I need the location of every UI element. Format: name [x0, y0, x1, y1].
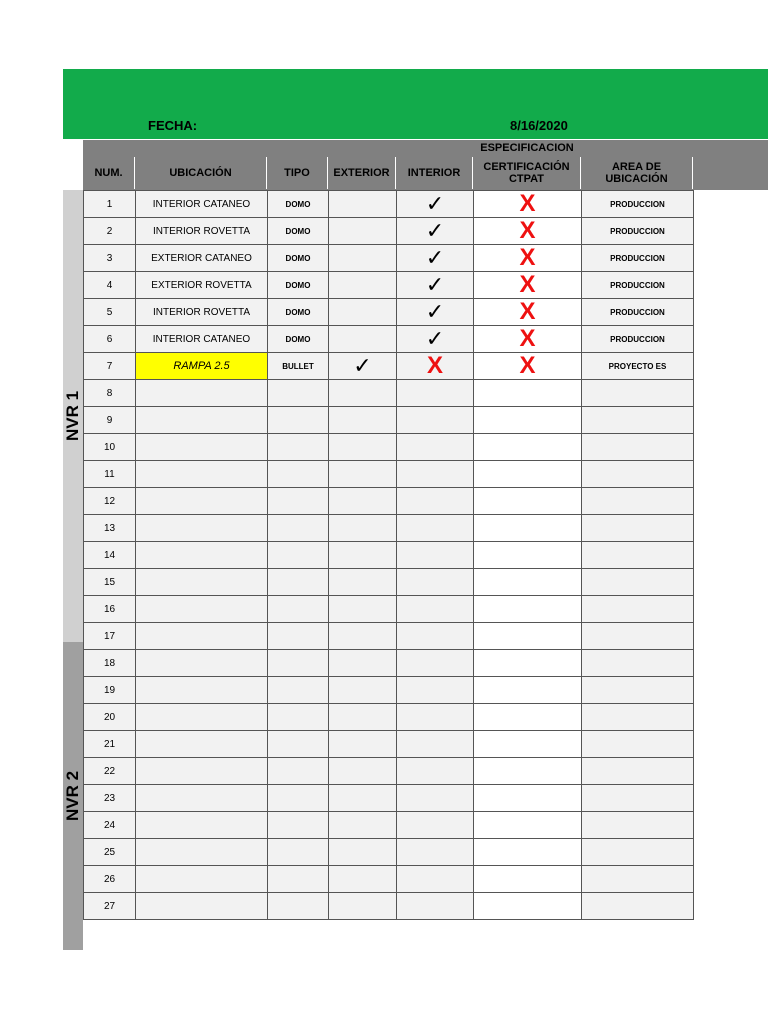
header-interior: INTERIOR	[396, 157, 473, 189]
group-nvr1	[63, 190, 83, 642]
cell-tipo[interactable]	[268, 218, 329, 245]
cell-num-text: 19	[103, 684, 116, 696]
cell-interior[interactable]	[397, 353, 474, 380]
header-certificacion-ctpat	[473, 157, 581, 189]
cell-ubicacion[interactable]	[136, 623, 268, 650]
cell-interior[interactable]	[397, 623, 474, 650]
cell-interior[interactable]	[397, 866, 474, 893]
check-icon: ✓	[425, 272, 445, 297]
cell-num[interactable]	[84, 812, 136, 839]
cell-exterior[interactable]	[329, 407, 397, 434]
table-row	[84, 569, 694, 596]
cell-area[interactable]	[582, 704, 694, 731]
cell-num-text: 7	[106, 360, 113, 372]
cell-ubicacion[interactable]	[136, 542, 268, 569]
table-row	[84, 218, 694, 245]
cell-num[interactable]	[84, 866, 136, 893]
cell-exterior[interactable]	[329, 704, 397, 731]
cell-certificacion-ctpat[interactable]	[474, 434, 582, 461]
cell-tipo[interactable]	[268, 272, 329, 299]
table-row	[84, 326, 694, 353]
cell-num-text: 12	[103, 495, 116, 507]
cell-num[interactable]	[84, 569, 136, 596]
cell-area[interactable]	[582, 569, 694, 596]
cell-num-text: 10	[103, 441, 116, 453]
cell-num[interactable]	[84, 758, 136, 785]
cell-tipo[interactable]	[268, 812, 329, 839]
cell-num[interactable]	[84, 272, 136, 299]
cell-interior[interactable]	[397, 731, 474, 758]
cell-certificacion-ctpat[interactable]	[474, 542, 582, 569]
cell-area[interactable]	[582, 812, 694, 839]
cell-tipo-text: DOMO	[285, 307, 311, 317]
header-area-line2: UBICACIÓN	[605, 173, 668, 185]
cell-ubicacion[interactable]	[136, 866, 268, 893]
cell-tipo[interactable]	[268, 704, 329, 731]
cell-area[interactable]	[582, 407, 694, 434]
cell-area-text: PRODUCCION	[610, 307, 665, 317]
cell-ubicacion-text: RAMPA 2.5	[173, 360, 230, 372]
cell-interior[interactable]	[397, 569, 474, 596]
cell-num[interactable]	[84, 542, 136, 569]
cell-area[interactable]	[582, 839, 694, 866]
cell-interior[interactable]	[397, 488, 474, 515]
cell-num-text: 9	[106, 414, 113, 426]
cell-tipo-text: BULLET	[282, 361, 314, 371]
cell-num[interactable]	[84, 461, 136, 488]
table-row	[84, 623, 694, 650]
cell-certificacion-ctpat[interactable]	[474, 893, 582, 920]
header-num: NUM.	[83, 157, 135, 189]
cell-num-text: 11	[104, 468, 115, 480]
cell-interior[interactable]	[397, 191, 474, 218]
cell-exterior[interactable]	[329, 839, 397, 866]
header-tipo: TIPO	[267, 157, 328, 189]
cell-area[interactable]	[582, 758, 694, 785]
cell-interior[interactable]	[397, 596, 474, 623]
cell-tipo[interactable]	[268, 488, 329, 515]
cell-tipo[interactable]	[268, 893, 329, 920]
cell-num[interactable]	[84, 353, 136, 380]
cell-tipo[interactable]	[268, 866, 329, 893]
x-mark-icon: X	[519, 190, 536, 217]
cell-exterior[interactable]	[329, 272, 397, 299]
cell-area[interactable]	[582, 893, 694, 920]
cell-tipo[interactable]	[268, 434, 329, 461]
cell-num-text: 23	[103, 792, 116, 804]
cell-num-text: 20	[103, 711, 116, 723]
cell-exterior[interactable]	[329, 596, 397, 623]
cell-ubicacion-text: INTERIOR ROVETTA	[152, 306, 251, 318]
table-row	[84, 191, 694, 218]
cell-num[interactable]	[84, 191, 136, 218]
cell-tipo[interactable]	[268, 515, 329, 542]
cell-area[interactable]	[582, 650, 694, 677]
cell-area[interactable]	[582, 488, 694, 515]
cell-tipo[interactable]	[268, 542, 329, 569]
cell-exterior[interactable]	[329, 434, 397, 461]
table-row	[84, 515, 694, 542]
cell-num-text: 3	[106, 252, 113, 264]
cell-tipo-text: DOMO	[285, 226, 311, 236]
cell-certificacion-ctpat[interactable]	[474, 812, 582, 839]
cell-area[interactable]	[582, 461, 694, 488]
cell-exterior[interactable]	[329, 569, 397, 596]
cell-ubicacion[interactable]	[136, 677, 268, 704]
cell-num-text: 8	[106, 387, 113, 399]
cell-interior[interactable]	[397, 839, 474, 866]
table-row	[84, 245, 694, 272]
cell-ubicacion-text: INTERIOR CATANEO	[152, 198, 251, 210]
cell-certificacion-ctpat[interactable]	[474, 218, 582, 245]
header-cert-line2: CTPAT	[508, 173, 545, 185]
x-mark-icon: X	[519, 325, 536, 352]
cell-interior[interactable]	[397, 407, 474, 434]
cell-area[interactable]	[582, 596, 694, 623]
cell-num[interactable]	[84, 623, 136, 650]
x-mark-icon: X	[519, 217, 536, 244]
cell-num[interactable]	[84, 785, 136, 812]
cell-ubicacion-text: INTERIOR CATANEO	[152, 333, 251, 345]
cell-exterior[interactable]	[329, 488, 397, 515]
fecha-value[interactable]: 8/16/2020	[510, 118, 568, 133]
cell-num[interactable]	[84, 677, 136, 704]
header-ubicacion: UBICACIÓN	[135, 157, 267, 189]
cell-ubicacion[interactable]	[136, 569, 268, 596]
table-row	[84, 758, 694, 785]
cell-exterior[interactable]	[329, 515, 397, 542]
cell-interior[interactable]	[397, 218, 474, 245]
table-row	[84, 353, 694, 380]
cell-num[interactable]	[84, 704, 136, 731]
cell-interior[interactable]	[397, 677, 474, 704]
cell-exterior[interactable]	[329, 731, 397, 758]
cell-exterior[interactable]	[329, 650, 397, 677]
cell-certificacion-ctpat[interactable]	[474, 731, 582, 758]
table-row	[84, 731, 694, 758]
cell-ubicacion[interactable]	[136, 812, 268, 839]
cell-ubicacion[interactable]	[136, 704, 268, 731]
cell-num[interactable]	[84, 650, 136, 677]
cell-area[interactable]	[582, 353, 694, 380]
cell-interior[interactable]	[397, 542, 474, 569]
cell-num[interactable]	[84, 488, 136, 515]
cell-num[interactable]	[84, 380, 136, 407]
cell-area[interactable]	[582, 191, 694, 218]
cell-tipo[interactable]	[268, 785, 329, 812]
cell-tipo[interactable]	[268, 380, 329, 407]
table-row	[84, 488, 694, 515]
cell-ubicacion[interactable]	[136, 515, 268, 542]
cell-area[interactable]	[582, 515, 694, 542]
cell-ubicacion[interactable]	[136, 731, 268, 758]
cell-tipo-text: DOMO	[285, 280, 311, 290]
cell-ubicacion-text: EXTERIOR CATANEO	[151, 252, 252, 264]
cell-exterior[interactable]	[329, 218, 397, 245]
cell-area[interactable]	[582, 434, 694, 461]
cell-exterior[interactable]	[329, 893, 397, 920]
cell-ubicacion[interactable]	[136, 218, 268, 245]
nvr1-label: NVR 1	[63, 390, 82, 442]
cell-ubicacion[interactable]	[136, 596, 268, 623]
cell-interior[interactable]	[397, 461, 474, 488]
table-row	[84, 866, 694, 893]
cell-area[interactable]	[582, 245, 694, 272]
cell-ubicacion[interactable]	[136, 434, 268, 461]
cell-num-text: 14	[103, 549, 116, 561]
cell-certificacion-ctpat[interactable]	[474, 839, 582, 866]
cell-tipo-text: DOMO	[285, 253, 311, 263]
cell-num[interactable]	[84, 893, 136, 920]
check-icon: ✓	[425, 218, 445, 243]
check-icon: ✓	[353, 353, 372, 378]
cell-certificacion-ctpat[interactable]	[474, 353, 582, 380]
cell-ubicacion[interactable]	[136, 785, 268, 812]
group-nvr2	[63, 642, 83, 950]
cell-tipo[interactable]	[268, 299, 329, 326]
cell-num[interactable]	[84, 407, 136, 434]
cell-tipo[interactable]	[268, 461, 329, 488]
cell-interior[interactable]	[397, 299, 474, 326]
header-exterior: EXTERIOR	[328, 157, 396, 189]
cell-num[interactable]	[84, 326, 136, 353]
table-row	[84, 299, 694, 326]
cell-tipo[interactable]	[268, 650, 329, 677]
cell-exterior[interactable]	[329, 299, 397, 326]
cell-interior[interactable]	[397, 785, 474, 812]
cell-exterior[interactable]	[329, 758, 397, 785]
table-row	[84, 650, 694, 677]
table-row	[84, 893, 694, 920]
cell-tipo[interactable]	[268, 596, 329, 623]
especificacion-label: ESPECIFICACION	[480, 142, 574, 154]
table-row	[84, 461, 694, 488]
cell-num-text: 27	[103, 900, 116, 912]
cell-tipo[interactable]	[268, 731, 329, 758]
cell-num-text: 25	[103, 846, 116, 858]
cell-tipo-text: DOMO	[285, 199, 311, 209]
cell-exterior[interactable]	[329, 326, 397, 353]
cell-certificacion-ctpat[interactable]	[474, 299, 582, 326]
x-mark-icon: X	[519, 244, 536, 271]
cell-certificacion-ctpat[interactable]	[474, 245, 582, 272]
cell-area[interactable]	[582, 380, 694, 407]
cell-tipo[interactable]	[268, 353, 329, 380]
cell-ubicacion-text: INTERIOR ROVETTA	[152, 225, 251, 237]
cell-interior[interactable]	[397, 434, 474, 461]
table-row	[84, 704, 694, 731]
x-mark-icon: X	[519, 352, 536, 379]
cell-ubicacion[interactable]	[136, 245, 268, 272]
cell-interior[interactable]	[397, 272, 474, 299]
table-row	[84, 542, 694, 569]
cell-ubicacion[interactable]	[136, 461, 268, 488]
cell-certificacion-ctpat[interactable]	[474, 326, 582, 353]
cell-interior[interactable]	[397, 515, 474, 542]
cell-area[interactable]	[582, 272, 694, 299]
cell-ubicacion-text: EXTERIOR ROVETTA	[151, 279, 252, 291]
fecha-label: FECHA:	[148, 118, 198, 133]
cell-interior[interactable]	[397, 893, 474, 920]
cell-area-text: PRODUCCION	[610, 280, 665, 290]
cell-certificacion-ctpat[interactable]	[474, 785, 582, 812]
x-mark-icon: X	[519, 271, 536, 298]
cell-area[interactable]	[582, 542, 694, 569]
cell-interior[interactable]	[397, 245, 474, 272]
table-row	[84, 677, 694, 704]
cell-certificacion-ctpat[interactable]	[474, 272, 582, 299]
cell-num-text: 24	[103, 819, 116, 831]
header-area-line1: AREA DE	[611, 161, 662, 173]
cell-certificacion-ctpat[interactable]	[474, 380, 582, 407]
cell-ubicacion[interactable]	[136, 650, 268, 677]
cell-area-text: PROYECTO ES	[608, 361, 667, 371]
cell-certificacion-ctpat[interactable]	[474, 596, 582, 623]
cell-area-text: PRODUCCION	[610, 334, 665, 344]
cell-interior[interactable]	[397, 704, 474, 731]
cell-num-text: 17	[103, 630, 116, 642]
cell-exterior[interactable]	[329, 866, 397, 893]
cell-num-text: 26	[103, 873, 116, 885]
cell-exterior[interactable]	[329, 353, 397, 380]
cell-exterior[interactable]	[329, 542, 397, 569]
table-row	[84, 596, 694, 623]
cell-interior[interactable]	[397, 758, 474, 785]
cell-num[interactable]	[84, 299, 136, 326]
cell-certificacion-ctpat[interactable]	[474, 704, 582, 731]
camera-table	[83, 190, 694, 920]
table-row	[84, 434, 694, 461]
cell-num[interactable]	[84, 515, 136, 542]
cell-area-text: PRODUCCION	[610, 226, 665, 236]
cell-area[interactable]	[582, 785, 694, 812]
nvr2-label: NVR 2	[63, 770, 82, 822]
cell-num[interactable]	[84, 839, 136, 866]
cell-area-text: PRODUCCION	[610, 199, 665, 209]
cell-tipo[interactable]	[268, 245, 329, 272]
check-icon: ✓	[425, 299, 445, 324]
cell-num-text: 1	[106, 198, 113, 210]
header-cert-line1: CERTIFICACIÓN	[483, 161, 570, 173]
cell-num[interactable]	[84, 731, 136, 758]
cell-ubicacion[interactable]	[136, 488, 268, 515]
table-row	[84, 839, 694, 866]
table-row	[84, 380, 694, 407]
cell-interior[interactable]	[397, 380, 474, 407]
cell-certificacion-ctpat[interactable]	[474, 191, 582, 218]
cell-area[interactable]	[582, 623, 694, 650]
cell-num-text: 16	[103, 603, 116, 615]
table-row	[84, 407, 694, 434]
table-row	[84, 812, 694, 839]
cell-certificacion-ctpat[interactable]	[474, 623, 582, 650]
cell-num[interactable]	[84, 218, 136, 245]
cell-area[interactable]	[582, 866, 694, 893]
cell-ubicacion[interactable]	[136, 758, 268, 785]
cell-certificacion-ctpat[interactable]	[474, 515, 582, 542]
cell-ubicacion[interactable]	[136, 839, 268, 866]
cell-interior[interactable]	[397, 812, 474, 839]
cell-ubicacion[interactable]	[136, 353, 268, 380]
cell-num-text: 21	[103, 738, 116, 750]
cell-certificacion-ctpat[interactable]	[474, 407, 582, 434]
cell-certificacion-ctpat[interactable]	[474, 569, 582, 596]
cell-ubicacion[interactable]	[136, 272, 268, 299]
cell-exterior[interactable]	[329, 785, 397, 812]
cell-area[interactable]	[582, 731, 694, 758]
header-area-ubicacion	[581, 157, 693, 189]
x-mark-icon: X	[519, 298, 536, 325]
cell-interior[interactable]	[397, 650, 474, 677]
cell-certificacion-ctpat[interactable]	[474, 461, 582, 488]
cell-area[interactable]	[582, 677, 694, 704]
cell-num-text: 4	[106, 279, 113, 291]
cell-ubicacion[interactable]	[136, 380, 268, 407]
cell-num-text: 13	[103, 522, 116, 534]
cell-ubicacion[interactable]	[136, 299, 268, 326]
cell-certificacion-ctpat[interactable]	[474, 866, 582, 893]
cell-exterior[interactable]	[329, 191, 397, 218]
cell-tipo[interactable]	[268, 839, 329, 866]
cell-ubicacion[interactable]	[136, 191, 268, 218]
cell-interior[interactable]	[397, 326, 474, 353]
cell-num[interactable]	[84, 596, 136, 623]
check-icon: ✓	[425, 326, 445, 351]
cell-tipo-text: DOMO	[285, 334, 311, 344]
table-row	[84, 272, 694, 299]
cell-num-text: 18	[103, 657, 116, 669]
cell-area[interactable]	[582, 299, 694, 326]
table-row	[84, 785, 694, 812]
cell-area-text: PRODUCCION	[610, 253, 665, 263]
cell-num-text: 15	[103, 576, 116, 588]
x-mark-icon: X	[426, 352, 443, 379]
cell-exterior[interactable]	[329, 380, 397, 407]
check-icon: ✓	[425, 191, 445, 216]
cell-tipo[interactable]	[268, 569, 329, 596]
cell-certificacion-ctpat[interactable]	[474, 650, 582, 677]
cell-ubicacion[interactable]	[136, 893, 268, 920]
cell-tipo[interactable]	[268, 407, 329, 434]
check-icon: ✓	[425, 245, 445, 270]
cell-area[interactable]	[582, 218, 694, 245]
cell-exterior[interactable]	[329, 245, 397, 272]
cell-area[interactable]	[582, 326, 694, 353]
cell-num-text: 22	[103, 765, 116, 777]
cell-num-text: 5	[106, 306, 113, 318]
cell-tipo[interactable]	[268, 191, 329, 218]
cell-num[interactable]	[84, 245, 136, 272]
cell-certificacion-ctpat[interactable]	[474, 488, 582, 515]
cell-certificacion-ctpat[interactable]	[474, 758, 582, 785]
cell-tipo[interactable]	[268, 623, 329, 650]
cell-exterior[interactable]	[329, 461, 397, 488]
cell-exterior[interactable]	[329, 677, 397, 704]
cell-exterior[interactable]	[329, 623, 397, 650]
cell-num-text: 2	[106, 225, 113, 237]
cell-num[interactable]	[84, 434, 136, 461]
cell-tipo[interactable]	[268, 758, 329, 785]
cell-exterior[interactable]	[329, 812, 397, 839]
cell-tipo[interactable]	[268, 677, 329, 704]
cell-num-text: 6	[106, 333, 113, 345]
cell-ubicacion[interactable]	[136, 407, 268, 434]
cell-certificacion-ctpat[interactable]	[474, 677, 582, 704]
cell-tipo[interactable]	[268, 326, 329, 353]
cell-ubicacion[interactable]	[136, 326, 268, 353]
